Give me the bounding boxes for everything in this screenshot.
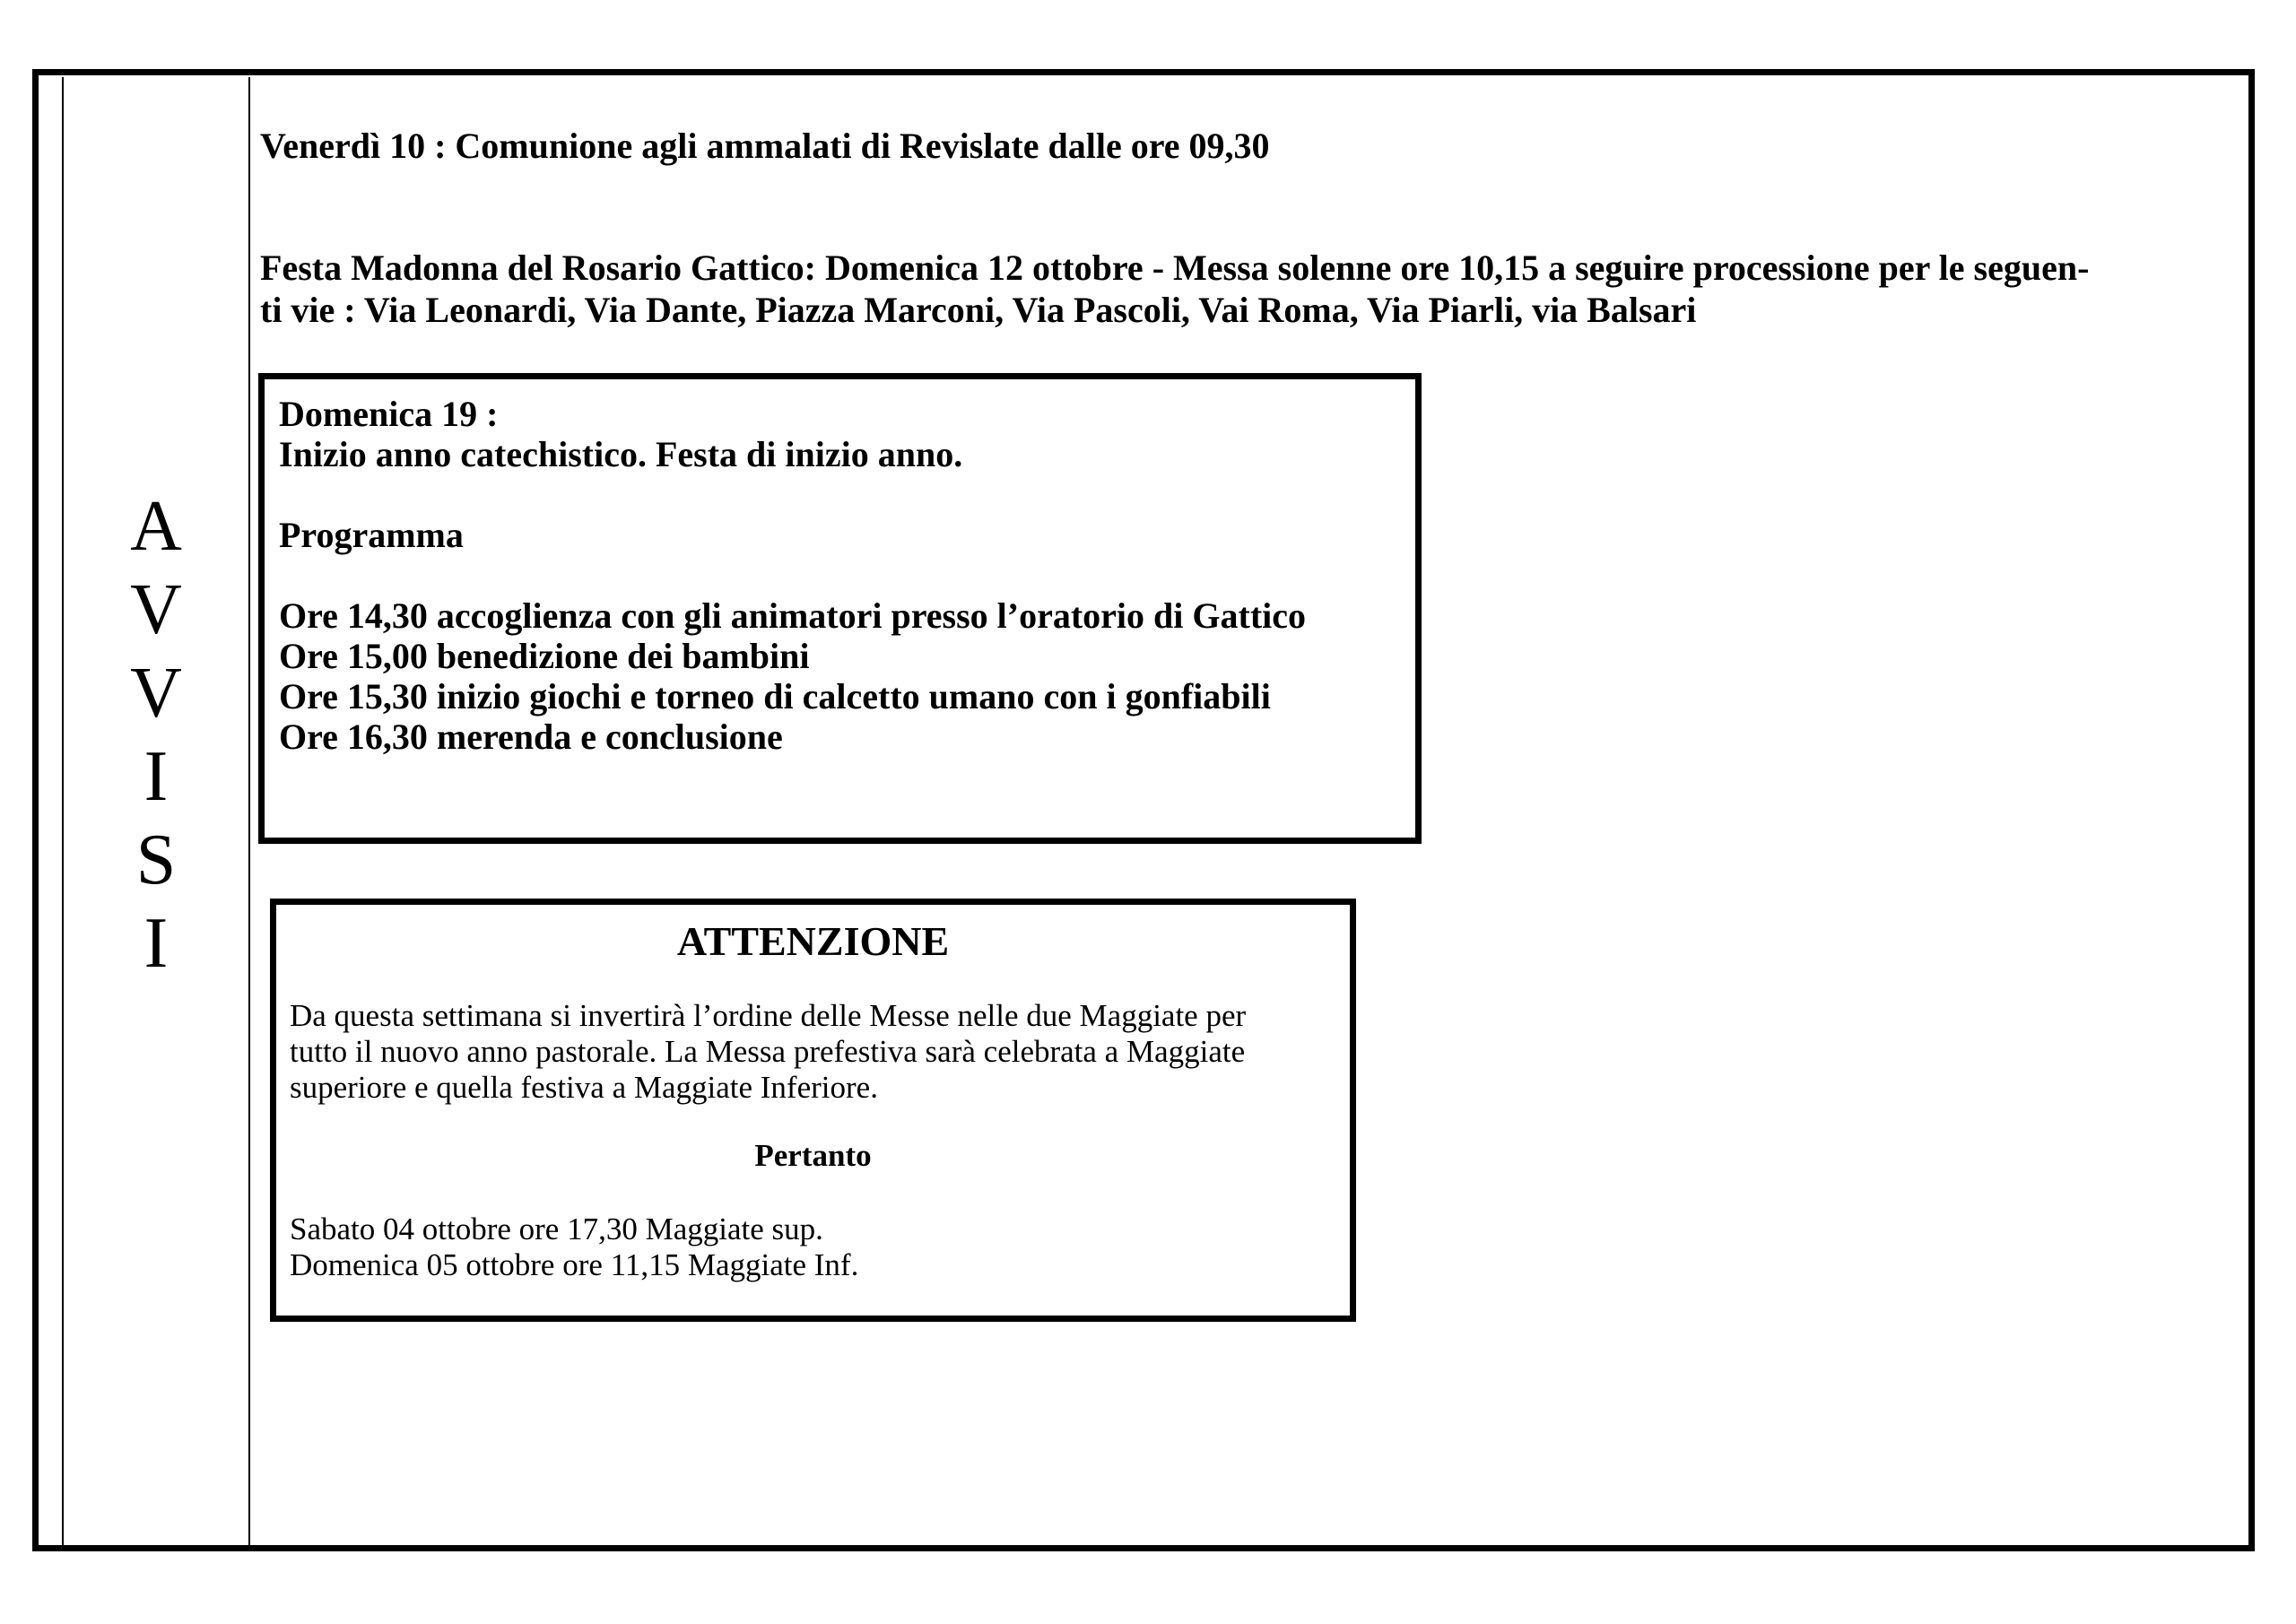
attention-body [290, 998, 1246, 1106]
notice-festa-line-1: Festa Madonna del Rosario Gattico: Domenica 12 ottobre - Messa solenne ore 10,15 a seguire processione per le seguen- [260, 248, 2090, 288]
program-item: Ore 15,30 inizio giochi e torneo di calcetto umano con i gonfiabili [279, 676, 1271, 716]
notice-festa-line-2: ti vie : Via Leonardi, Via Dante, Piazza Marconi, Via Pascoli, Vai Roma, Via Piarli, via Balsari [260, 290, 1697, 330]
program-date: Domenica 19 : [279, 394, 499, 434]
sidebar-column [62, 77, 250, 1548]
attention-body-line: Da questa settimana si invertirà l’ordine delle Messe nelle due Maggiate per [290, 998, 1247, 1033]
sidebar-letter: I [144, 737, 169, 816]
attention-date-line: Domenica 05 ottobre ore 11,15 Maggiate Inf. [290, 1247, 859, 1282]
attention-dates [290, 1211, 858, 1283]
notice-friday: Venerdì 10 : Comunione agli ammalati di Revislate dalle ore 09,30 [260, 126, 1270, 166]
program-item: Ore 16,30 merenda e conclusione [279, 716, 783, 757]
program-heading: Programma [279, 515, 464, 555]
sidebar-letter: V [130, 570, 182, 649]
sidebar-letter: A [130, 487, 182, 566]
program-box [258, 373, 1422, 844]
attention-date-line: Sabato 04 ottobre ore 17,30 Maggiate sup. [290, 1211, 823, 1246]
spacer [279, 474, 1415, 515]
sidebar-letter: V [130, 654, 182, 733]
program-item: Ore 14,30 accoglienza con gli animatori presso l’oratorio di Gattico [279, 595, 1306, 636]
spacer [279, 555, 1415, 595]
sidebar-vertical-title [64, 485, 248, 986]
attention-title: ATTENZIONE [676, 918, 950, 964]
attention-box [270, 899, 1356, 1322]
attention-body-line: superiore e quella festiva a Maggiate Inferiore. [290, 1070, 878, 1105]
attention-subheading: Pertanto [754, 1138, 872, 1173]
notice-festa [260, 247, 2089, 331]
sidebar-letter: S [135, 821, 177, 899]
attention-body-line: tutto il nuovo anno pastorale. La Messa prefestiva sarà celebrata a Maggiate [290, 1034, 1246, 1069]
program-item: Ore 15,00 benedizione dei bambini [279, 636, 810, 676]
program-intro: Inizio anno catechistico. Festa di inizio anno. [279, 434, 963, 474]
sidebar-letter: I [144, 904, 169, 983]
